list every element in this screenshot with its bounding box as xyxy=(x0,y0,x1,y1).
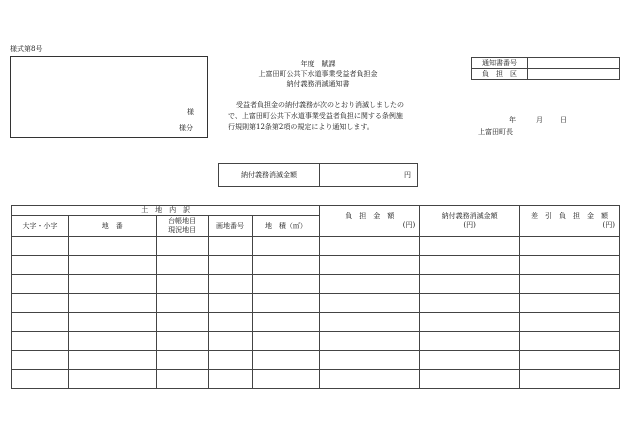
table-cell[interactable] xyxy=(68,275,156,294)
table-cell[interactable] xyxy=(156,256,208,275)
notice-info-table xyxy=(471,57,620,80)
table-cell[interactable] xyxy=(520,313,620,332)
table-cell[interactable] xyxy=(12,237,69,256)
body-text-line-2: で、上富田町公共下水道事業受益者負担に関する条例施 xyxy=(228,112,403,120)
table-cell[interactable] xyxy=(420,237,520,256)
table-cell[interactable] xyxy=(420,256,520,275)
col-chimoku-header xyxy=(156,216,208,237)
page-title: 納付義務消滅通知書 xyxy=(286,80,350,88)
table-cell[interactable] xyxy=(420,351,520,370)
district-label: 負 担 区 xyxy=(472,69,528,80)
table-cell[interactable] xyxy=(12,313,69,332)
land-table xyxy=(11,205,620,389)
table-cell[interactable] xyxy=(520,275,620,294)
table-cell[interactable] xyxy=(320,256,420,275)
col-shometsu-header xyxy=(420,206,520,237)
table-cell[interactable] xyxy=(156,370,208,389)
table-row xyxy=(12,370,620,389)
table-cell[interactable] xyxy=(420,313,520,332)
table-cell[interactable] xyxy=(12,351,69,370)
table-cell[interactable] xyxy=(12,256,69,275)
table-cell[interactable] xyxy=(320,313,420,332)
table-cell[interactable] xyxy=(252,370,320,389)
col-kakuchi-header: 画地番号 xyxy=(208,216,252,237)
table-cell[interactable] xyxy=(252,237,320,256)
col-sashihiki-unit: (円) xyxy=(602,221,615,229)
table-cell[interactable] xyxy=(320,370,420,389)
body-text-line-1: 受益者負担金の納付義務が次のとおり消滅しましたの xyxy=(236,101,404,109)
table-cell[interactable] xyxy=(252,313,320,332)
table-cell[interactable] xyxy=(252,275,320,294)
table-cell[interactable] xyxy=(68,351,156,370)
table-row xyxy=(12,313,620,332)
table-cell[interactable] xyxy=(208,351,252,370)
table-row xyxy=(12,275,620,294)
table-cell[interactable] xyxy=(208,313,252,332)
table-cell[interactable] xyxy=(420,275,520,294)
table-cell[interactable] xyxy=(156,237,208,256)
table-cell[interactable] xyxy=(420,370,520,389)
table-cell[interactable] xyxy=(68,294,156,313)
col-sashihiki-header xyxy=(520,206,620,237)
table-row xyxy=(12,237,620,256)
table-cell[interactable] xyxy=(12,332,69,351)
col-futan-unit: (円) xyxy=(402,221,416,229)
table-row xyxy=(12,256,620,275)
issuer-name: 上富田町長 xyxy=(478,128,513,136)
body-text-line-3: 行規則第12条第2項の規定により通知します。 xyxy=(228,123,374,131)
land-group-header: 土 地 内 訳 xyxy=(12,206,320,216)
date-month: 月 xyxy=(536,116,543,124)
col-shometsu-unit: (円) xyxy=(463,221,476,229)
table-cell[interactable] xyxy=(156,351,208,370)
table-cell[interactable] xyxy=(12,275,69,294)
sama-bun-label: 様分 xyxy=(179,124,193,132)
col-futan-header xyxy=(320,206,420,237)
table-cell[interactable] xyxy=(12,294,69,313)
table-cell[interactable] xyxy=(68,256,156,275)
table-cell[interactable] xyxy=(320,351,420,370)
table-cell[interactable] xyxy=(252,294,320,313)
table-cell[interactable] xyxy=(320,275,420,294)
table-cell[interactable] xyxy=(320,332,420,351)
table-cell[interactable] xyxy=(520,370,620,389)
table-cell[interactable] xyxy=(208,237,252,256)
table-cell[interactable] xyxy=(156,313,208,332)
table-cell[interactable] xyxy=(208,275,252,294)
table-cell[interactable] xyxy=(320,294,420,313)
notice-number-value[interactable] xyxy=(528,58,620,69)
table-cell[interactable] xyxy=(520,351,620,370)
district-value[interactable] xyxy=(528,69,620,80)
col-chimoku-bottom: 現況地目 xyxy=(168,226,197,234)
table-cell[interactable] xyxy=(68,313,156,332)
col-aza-header: 大字・小字 xyxy=(12,216,69,237)
table-cell[interactable] xyxy=(252,256,320,275)
header-line-1: 年度 賦課 xyxy=(300,60,336,68)
table-cell[interactable] xyxy=(68,237,156,256)
address-box[interactable] xyxy=(10,56,208,138)
total-amount-box xyxy=(218,163,418,187)
table-cell[interactable] xyxy=(320,237,420,256)
table-row xyxy=(12,351,620,370)
sama-label: 様 xyxy=(187,108,194,116)
col-menseki-header: 地 積（㎡） xyxy=(252,216,320,237)
date-day: 日 xyxy=(560,116,567,124)
table-cell[interactable] xyxy=(252,351,320,370)
table-cell[interactable] xyxy=(420,332,520,351)
col-shometsu-label: 納付義務消滅金額 xyxy=(441,212,498,220)
table-cell[interactable] xyxy=(208,332,252,351)
col-futan-label: 負 担 金 額 xyxy=(345,212,395,220)
notice-number-label: 通知書番号 xyxy=(472,58,528,69)
date-year: 年 xyxy=(509,116,516,124)
col-chiban-header: 地 番 xyxy=(68,216,156,237)
table-cell[interactable] xyxy=(68,332,156,351)
table-cell[interactable] xyxy=(520,294,620,313)
table-cell[interactable] xyxy=(156,275,208,294)
table-cell[interactable] xyxy=(520,237,620,256)
col-chimoku-top: 台帳地目 xyxy=(168,217,197,225)
total-amount-field[interactable] xyxy=(320,164,418,187)
table-cell[interactable] xyxy=(520,256,620,275)
table-cell[interactable] xyxy=(68,370,156,389)
table-cell[interactable] xyxy=(208,256,252,275)
table-cell[interactable] xyxy=(420,294,520,313)
table-cell[interactable] xyxy=(520,332,620,351)
form-number: 様式第8号 xyxy=(10,45,43,53)
table-cell[interactable] xyxy=(12,370,69,389)
table-row xyxy=(12,294,620,313)
land-table-body xyxy=(12,237,620,389)
table-row xyxy=(12,332,620,351)
table-cell[interactable] xyxy=(208,294,252,313)
table-cell[interactable] xyxy=(156,294,208,313)
total-amount-yen: 円 xyxy=(404,170,411,179)
total-amount-label: 納付義務消滅金額 xyxy=(219,164,320,187)
col-sashihiki-label: 差 引 負 担 金 額 xyxy=(531,212,608,220)
header-line-2: 上富田町公共下水道事業受益者負担金 xyxy=(258,70,378,78)
table-cell[interactable] xyxy=(208,370,252,389)
table-cell[interactable] xyxy=(156,332,208,351)
table-cell[interactable] xyxy=(252,332,320,351)
